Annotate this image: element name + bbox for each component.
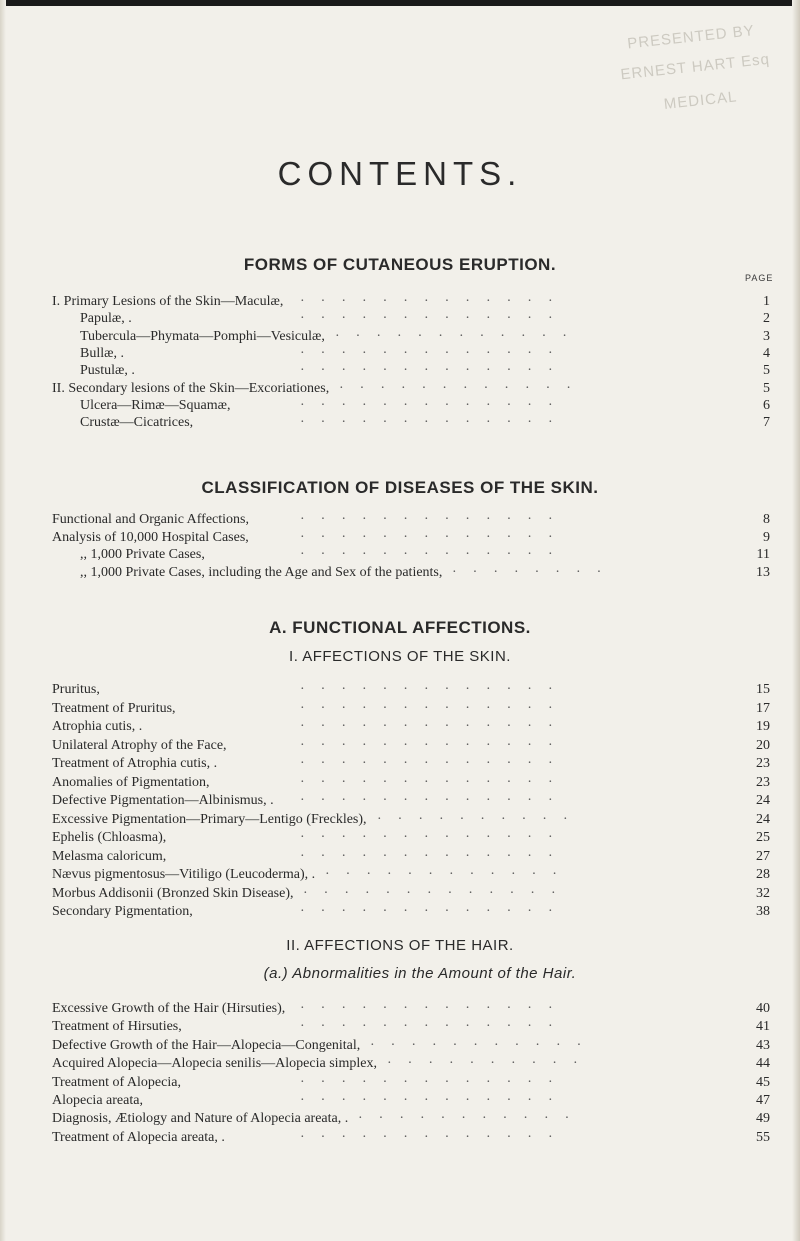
toc-entry-page: 23 — [756, 774, 770, 790]
leader-dots: · · · · · · · · · · · · · — [303, 885, 572, 901]
toc-entry-title: Atrophia cutis, . — [52, 719, 143, 734]
toc-entry-page: 38 — [756, 904, 770, 919]
toc-entry-page: 13 — [756, 564, 770, 580]
leader-dots: · · · · · · · · · · · · · — [300, 719, 569, 734]
toc-entry-title: Pustulæ, . — [80, 363, 135, 379]
toc-entry — [0, 1110, 800, 1128]
toc-entry — [0, 737, 800, 755]
toc-entry — [0, 885, 800, 903]
toc-entry — [0, 293, 800, 311]
leader-dots: · · · · · · · · · · · · · — [300, 830, 569, 845]
leader-dots: · · · · · · · · · · · · · — [300, 1001, 569, 1016]
toc-entry — [0, 1018, 800, 1036]
leader-dots: · · · · · · · · · · · · · — [300, 294, 569, 309]
leader-dots: · · · · · · · · · · · · · — [300, 363, 569, 379]
toc-entry-page: 6 — [763, 397, 770, 413]
stamp-line-3: MEDICAL — [663, 88, 739, 113]
toc-entry-title: Acquired Alopecia—Alopecia senilis—Alopecia simplex, — [52, 1056, 378, 1072]
leader-dots: · · · · · · · · · · · — [370, 1037, 598, 1053]
leader-dots: · · · · · · · · · · · · · — [300, 397, 569, 413]
toc-entry-title: Treatment of Alopecia, — [52, 1074, 181, 1090]
toc-entry — [0, 546, 800, 564]
toc-entry-page: 25 — [756, 830, 770, 845]
toc-entry — [0, 310, 800, 328]
leader-dots: · · · · · · · · · · · · · — [300, 529, 569, 545]
section-heading-functional-affections: A. FUNCTIONAL AFFECTIONS. — [269, 618, 531, 637]
leader-dots: · · · · · · · · · · · · · — [300, 737, 569, 753]
leader-dots: · · · · · · · · · · — [377, 811, 584, 827]
stamp-line-1: PRESENTED BY — [626, 22, 756, 53]
toc-entry-page: 47 — [756, 1093, 770, 1108]
leader-dots: · · · · · · · · — [452, 564, 618, 580]
leader-dots: · · · · · · · · · · · · — [339, 380, 587, 396]
subheading-affections-of-skin: I. AFFECTIONS OF THE SKIN. — [289, 648, 511, 665]
leader-dots: · · · · · · · · · · · · · — [300, 1019, 569, 1035]
toc-entry — [0, 903, 800, 921]
toc-entry-page: 11 — [756, 547, 770, 562]
leader-dots: · · · · · · · · · · · · · — [300, 904, 569, 919]
toc-entry-title: Treatment of Hirsuties, — [52, 1019, 182, 1035]
toc-entry — [0, 414, 800, 432]
toc-entry-title: Diagnosis, Ætiology and Nature of Alopecia areata, . — [52, 1111, 349, 1127]
toc-entry-title: Treatment of Pruritus, — [52, 700, 176, 716]
toc-entry-title: Alopecia areata, — [52, 1093, 143, 1108]
page-title: CONTENTS. — [277, 155, 523, 192]
leader-dots: · · · · · · · · · · · · · — [300, 1093, 569, 1108]
toc-entry-page: 1 — [763, 294, 770, 309]
leader-dots: · · · · · · · · · · · · · — [300, 311, 569, 327]
leader-dots: · · · · · · · · · · · · · — [300, 682, 569, 697]
toc-entry — [0, 700, 800, 718]
toc-entry-page: 23 — [756, 756, 770, 771]
toc-entry-title: ,, 1,000 Private Cases, including the Age and Sex of the patients, — [80, 564, 443, 580]
toc-entry — [0, 1055, 800, 1073]
toc-entry — [0, 564, 800, 582]
toc-entry-page: 20 — [756, 737, 770, 753]
toc-entry-title: Ephelis (Chloasma), — [52, 830, 167, 845]
toc-entry — [0, 1129, 800, 1147]
toc-entry-title: Ulcera—Rimæ—Squamæ, — [80, 397, 231, 413]
toc-entry-page: 3 — [763, 328, 770, 344]
library-stamp — [595, 0, 800, 130]
toc-entry-title: I. Primary Lesions of the Skin—Maculæ, — [52, 294, 284, 309]
toc-entry-page: 5 — [763, 380, 770, 396]
toc-entry-page: 32 — [756, 885, 770, 901]
toc-entry — [0, 511, 800, 529]
leader-dots: · · · · · · · · · · · · · — [300, 848, 569, 864]
leader-dots: · · · · · · · · · · · · · — [300, 512, 569, 527]
toc-entry-page: 4 — [763, 345, 770, 361]
leader-dots: · · · · · · · · · · · · · — [300, 1074, 569, 1090]
toc-entry-title: Defective Pigmentation—Albinismus, . — [52, 793, 274, 808]
toc-entry-page: 24 — [756, 793, 770, 808]
toc-entry-page: 19 — [756, 719, 770, 734]
toc-entry — [0, 718, 800, 736]
stamp-line-2: ERNEST HART Esq — [619, 50, 771, 84]
toc-entry — [0, 1092, 800, 1110]
toc-entry-title: Melasma caloricum, — [52, 848, 167, 864]
leader-dots: · · · · · · · · · · · · · — [300, 756, 569, 771]
toc-entry — [0, 362, 800, 380]
leader-dots: · · · · · · · · · · · — [358, 1111, 586, 1127]
toc-entry — [0, 529, 800, 547]
toc-entry-page: 24 — [756, 811, 770, 827]
toc-entry-title: Excessive Growth of the Hair (Hirsuties), — [52, 1001, 286, 1016]
toc-entry-title: Analysis of 10,000 Hospital Cases, — [52, 529, 249, 545]
toc-entry-title: II. Secondary lesions of the Skin—Excoriationes, — [52, 380, 330, 396]
toc-entry-title: Excessive Pigmentation—Primary—Lentigo (Freckles), — [52, 811, 367, 827]
toc-entry-title: Tubercula—Phymata—Pomphi—Vesiculæ, — [80, 328, 325, 344]
toc-entry-title: Nævus pigmentosus—Vitiligo (Leucoderma), . — [52, 867, 316, 882]
toc-entry-title: Bullæ, . — [80, 345, 124, 361]
toc-entry-page: 5 — [763, 363, 770, 379]
toc-entry-page: 55 — [756, 1129, 770, 1145]
toc-entry — [0, 681, 800, 699]
toc-entry — [0, 774, 800, 792]
toc-entry — [0, 792, 800, 810]
leader-dots: · · · · · · · · · · · · · — [300, 345, 569, 361]
subheading-affections-of-hair: II. AFFECTIONS OF THE HAIR. — [286, 937, 514, 954]
toc-entry-page: 44 — [756, 1056, 770, 1072]
toc-entry-title: Defective Growth of the Hair—Alopecia—Congenital, — [52, 1037, 361, 1053]
leader-dots: · · · · · · · · · · · · · — [300, 700, 569, 716]
toc-entry-page: 49 — [756, 1111, 770, 1127]
toc-entry-title: Treatment of Atrophia cutis, . — [52, 756, 218, 771]
leader-dots: · · · · · · · · · · — [387, 1056, 594, 1072]
leader-dots: · · · · · · · · · · · · — [335, 328, 583, 344]
toc-entry-page: 8 — [763, 512, 770, 527]
section-heading-cutaneous-eruption: FORMS OF CUTANEOUS ERUPTION. — [243, 255, 557, 274]
toc-entry — [0, 397, 800, 415]
toc-entry-page: 27 — [756, 848, 770, 864]
section-heading-classification: CLASSIFICATION OF DISEASES OF THE SKIN. — [201, 478, 599, 497]
toc-entry-title: Crustæ—Cicatrices, — [80, 415, 194, 431]
toc-entry-title: Treatment of Alopecia areata, . — [52, 1129, 225, 1145]
toc-entry — [0, 829, 800, 847]
leader-dots: · · · · · · · · · · · · · — [300, 415, 569, 431]
toc-entry — [0, 1000, 800, 1018]
leader-dots: · · · · · · · · · · · · · — [300, 793, 569, 808]
toc-entry-title: Anomalies of Pigmentation, — [52, 774, 210, 790]
toc-entry-page: 15 — [756, 682, 770, 697]
toc-entry-title: Morbus Addisonii (Bronzed Skin Disease), — [52, 885, 294, 901]
leader-dots: · · · · · · · · · · · · · — [300, 774, 569, 790]
toc-entry — [0, 848, 800, 866]
toc-entry-page: 28 — [756, 867, 770, 882]
toc-entry — [0, 755, 800, 773]
toc-entry-title: Pruritus, — [52, 682, 100, 697]
toc-entry-page: 9 — [763, 529, 770, 545]
toc-entry-title: Unilateral Atrophy of the Face, — [52, 737, 227, 753]
toc-entry — [0, 345, 800, 363]
toc-entry-page: 41 — [756, 1019, 770, 1035]
toc-entry-page: 40 — [756, 1001, 770, 1016]
leader-dots: · · · · · · · · · · · · · — [300, 547, 569, 562]
toc-entry — [0, 1074, 800, 1092]
toc-entry-page: 17 — [756, 700, 770, 716]
page-top-edge — [0, 0, 800, 6]
toc-entry — [0, 1037, 800, 1055]
leader-dots: · · · · · · · · · · · · — [325, 867, 573, 882]
toc-entry-page: 7 — [763, 415, 770, 431]
toc-entry-page: 43 — [756, 1037, 770, 1053]
toc-entry — [0, 328, 800, 346]
leader-dots: · · · · · · · · · · · · · — [300, 1129, 569, 1145]
toc-entry-page: 2 — [763, 311, 770, 327]
toc-entry-title: ,, 1,000 Private Cases, — [80, 547, 205, 562]
toc-entry-page: 45 — [756, 1074, 770, 1090]
toc-entry — [0, 380, 800, 398]
group-heading-hair-amount: (a.) Abnormalities in the Amount of the Hair. — [263, 965, 577, 982]
toc-entry — [0, 866, 800, 884]
toc-entry — [0, 811, 800, 829]
toc-entry-title: Functional and Organic Affections, — [52, 512, 249, 527]
toc-entry-title: Papulæ, . — [80, 311, 132, 327]
page-column-label: PAGE — [745, 273, 774, 283]
toc-entry-title: Secondary Pigmentation, — [52, 904, 193, 919]
